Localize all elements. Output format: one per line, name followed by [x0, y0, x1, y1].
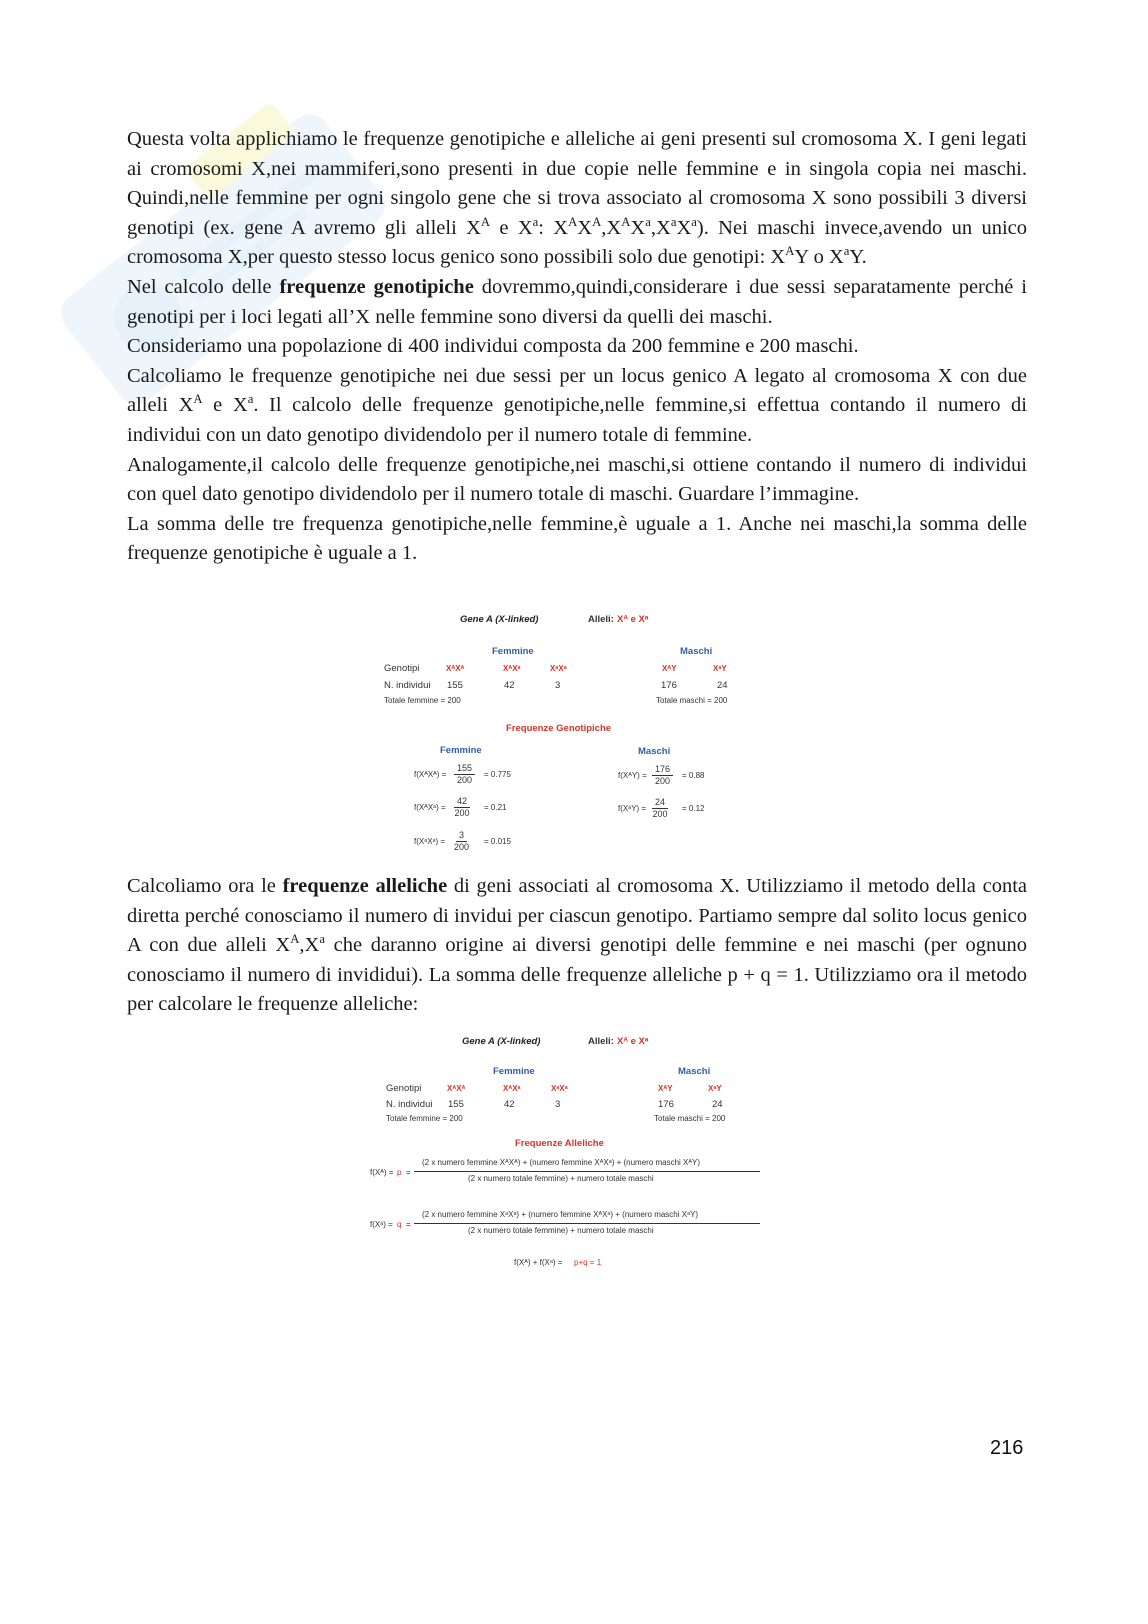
count-female-Aa: 42: [504, 680, 515, 691]
figure-allelic-frequencies: [370, 1030, 790, 1310]
genotype-female-Aa: XᴬXᵃ: [503, 664, 521, 673]
formula-female-aa-lhs: f(XᵃXᵃ) =: [414, 837, 446, 846]
formula-p-equals: =: [406, 1168, 411, 1177]
totale-maschi: Totale maschi = 200: [656, 696, 728, 705]
totale-maschi-2: Totale maschi = 200: [654, 1114, 726, 1123]
formula-male-aY-result: = 0.12: [682, 804, 705, 813]
genotype-male-aY: XᵃY: [713, 664, 727, 673]
formula-p-var: p: [397, 1168, 402, 1177]
genotype-female-aa: XᵃXᵃ: [550, 664, 567, 673]
figure-genotypic-frequencies: [380, 606, 760, 856]
formula-female-AA-fraction: $\frac{155}{200}$: [454, 763, 475, 786]
individui-label-2: N. individui: [386, 1099, 433, 1110]
paragraph-sum: La somma delle tre frequenza genotipiche,nelle femmine,è uguale a 1. Anche nei maschi,la somma delle frequenze genotipiche è uguale a 1.: [127, 512, 1027, 565]
paragraph-allelic: Calcoliamo ora le frequenze alleliche di geni associati al cromosoma X. Utilizziamo il metodo della conta diretta perché conosciamo il numero di invidui per ciascun genotipo. Partiamo sempre dal solito locus genico A con due alleli $X^A,X^a$ che daranno origine ai diversi genotipi delle femmine e nei maschi (per ognuno conosciamo il numero di invididui). La somma delle frequenze alleliche p + q = 1. Utilizziamo ora il metodo per calcolare le frequenze alleliche:: [127, 875, 1028, 1016]
formula-q-var: q: [397, 1220, 402, 1229]
formula-q-equals: =: [406, 1220, 411, 1229]
genotype2-female-aa: XᵃXᵃ: [551, 1084, 568, 1093]
alleli-label-2: Alleli:: [588, 1036, 614, 1047]
formula-female-aa-result: = 0.015: [484, 837, 511, 846]
paragraph-population: Consideriamo una popolazione di 400 individui composta da 200 femmine e 200 maschi.: [127, 335, 859, 358]
genotipi-label: Genotipi: [384, 663, 420, 674]
formula-male-AY-lhs: f(XᴬY) =: [618, 771, 647, 780]
formula-male-aY-fraction: $\frac{24}{200}$: [652, 797, 668, 819]
paragraph-males: Analogamente,il calcolo delle frequenze genotipiche,nei maschi,si ottiene contando il numero di individui con quel dato genotipo dividendolo per il numero totale di maschi. Guardare l’immagine.: [127, 453, 1027, 506]
formula-female-aa-fraction: $\frac{3}{200}$: [454, 830, 470, 852]
paragraph-genotypic: Nel calcolo delle frequenze genotipiche dovremmo,quindi,considerare i due sessi separatamente perché i genotipi per i loci legati all’X nelle femmine sono diversi da quelli dei maschi.: [127, 275, 1027, 328]
sum-lhs: f(Xᴬ) + f(Xᵃ) =: [514, 1258, 563, 1267]
formula-p-numerator: (2 x numero femmine XᴬXᴬ) + (numero femmine XᴬXᵃ) + (numero maschi XᴬY): [422, 1158, 701, 1167]
gene-label: Gene A (X-linked): [460, 614, 539, 625]
genotype2-male-AY: XᴬY: [658, 1084, 673, 1093]
formula-female-Aa-fraction: $\frac{42}{200}$: [454, 796, 470, 818]
maschi-header-2: Maschi: [678, 1066, 711, 1077]
formula-p-fraction-bar: [414, 1171, 760, 1172]
genotype2-female-AA: XᴬXᴬ: [447, 1084, 466, 1093]
formula-female-AA-result: = 0.775: [484, 770, 511, 779]
formula-q-lhs: f(Xᵃ) =: [370, 1220, 393, 1229]
count-male-aY: 24: [717, 680, 728, 691]
genotype-male-AY: XᴬY: [662, 664, 677, 673]
alleli-value: Xᴬ e Xᵃ: [617, 614, 649, 625]
femmine-header: Femmine: [492, 646, 534, 657]
formula-female-Aa-lhs: f(XᴬXᵃ) =: [414, 803, 446, 812]
count-female-aa: 3: [555, 680, 561, 691]
count2-female-AA: 155: [448, 1099, 464, 1110]
individui-label: N. individui: [384, 680, 431, 691]
femmine-header-2: Femmine: [493, 1066, 535, 1077]
paragraph-intro: Questa volta applichiamo le frequenze genotipiche e alleliche ai geni presenti sul cromosoma X. I geni legati ai cromosomi X,nei mammiferi,sono presenti in due copie nelle femmine e in singola copia nei maschi. Quindi,nelle femmine per ogni singolo gene che si trova associato al cromosoma X sono possibili 3 diversi genotipi (ex. gene A avremo gli alleli $X^A$ e $X^a$: $X^AX^A,X^AX^a,X^aX^a$). Nei maschi invece,avendo un unico cromosoma X,per questo stesso locus genico sono possibili solo due genotipi: $X^AY$ o $X^aY$. Nel calcolo delle frequenze genotipiche dovremmo,quindi,considerare i due sessi separatamente perché i genotipi per i loci legati all’X nelle femmine sono diversi da quelli dei maschi. Consideriamo una popolazione di 400 individui composta da 200 femmine e 200 maschi. Calcoliamo le frequenze genotipiche nei due sessi per un locus genico A legato al cromosoma X con due alleli $X^A$ e $X^a$. Il calcolo delle frequenze genotipiche,nelle femmine,si effettua contando il numero di individui con un dato genotipo dividendolo per il numero totale di femmine. Analogamente,il calcolo delle frequenze genotipiche,nei maschi,si ottiene contando il numero di individui con quel dato genotipo dividendolo per il numero totale di maschi. Guardare l’immagine. La somma delle tre frequenza genotipiche,nelle femmine,è uguale a 1. Anche nei maschi,la somma delle frequenze genotipiche è uguale a 1.: [127, 125, 1027, 569]
genotypic-subtitle: Frequenze Genotipiche: [506, 723, 612, 734]
alleli-value-2: Xᴬ e Xᵃ: [617, 1036, 649, 1047]
formula-male-aY-lhs: f(XᵃY) =: [618, 804, 647, 813]
genotype2-male-aY: XᵃY: [708, 1084, 722, 1093]
count-male-AY: 176: [661, 680, 677, 691]
page-number: 216: [990, 1437, 1024, 1459]
femmine-formulas-header: Femmine: [440, 745, 482, 756]
paragraph-method: Calcoliamo le frequenze genotipiche nei due sessi per un locus genico A legato al cromosoma X con due alleli $X^A$ e $X^a$. Il calcolo delle frequenze genotipiche,nelle femmine,si effettua contando il numero di individui con un dato genotipo dividendolo per il numero totale di femmine.: [127, 364, 1027, 446]
allelic-subtitle: Frequenze Alleliche: [515, 1138, 604, 1149]
formula-p-lhs: f(Xᴬ) =: [370, 1168, 394, 1177]
count-female-AA: 155: [447, 680, 463, 691]
maschi-formulas-header: Maschi: [638, 746, 671, 757]
genotipi-label-2: Genotipi: [386, 1083, 422, 1094]
formula-female-AA-lhs: f(XᴬXᴬ) =: [414, 770, 447, 779]
formula-q-numerator: (2 x numero femmine XᵃXᵃ) + (numero femmine XᴬXᵃ) + (numero maschi XᵃY): [422, 1210, 699, 1219]
genotype2-female-Aa: XᴬXᵃ: [503, 1084, 521, 1093]
count2-male-aY: 24: [712, 1099, 723, 1110]
count2-female-Aa: 42: [504, 1099, 515, 1110]
count2-male-AY: 176: [658, 1099, 674, 1110]
count2-female-aa: 3: [555, 1099, 561, 1110]
formula-male-AY-result: = 0.88: [682, 771, 705, 780]
gene-label-2: Gene A (X-linked): [462, 1036, 541, 1047]
totale-femmine-2: Totale femmine = 200: [386, 1114, 463, 1123]
formula-female-Aa-result: = 0.21: [484, 803, 507, 812]
formula-p-denominator: (2 x numero totale femmine) + numero totale maschi: [468, 1174, 654, 1183]
formula-male-AY-fraction: $\frac{176}{200}$: [652, 764, 673, 787]
genotype-female-AA: XᴬXᴬ: [446, 664, 465, 673]
formula-q-fraction-bar: [414, 1223, 760, 1224]
totale-femmine: Totale femmine = 200: [384, 696, 461, 705]
formula-q-denominator: (2 x numero totale femmine) + numero totale maschi: [468, 1226, 654, 1235]
alleli-label: Alleli:: [588, 614, 614, 625]
sum-rhs: p+q = 1: [574, 1258, 602, 1267]
maschi-header: Maschi: [680, 646, 713, 657]
